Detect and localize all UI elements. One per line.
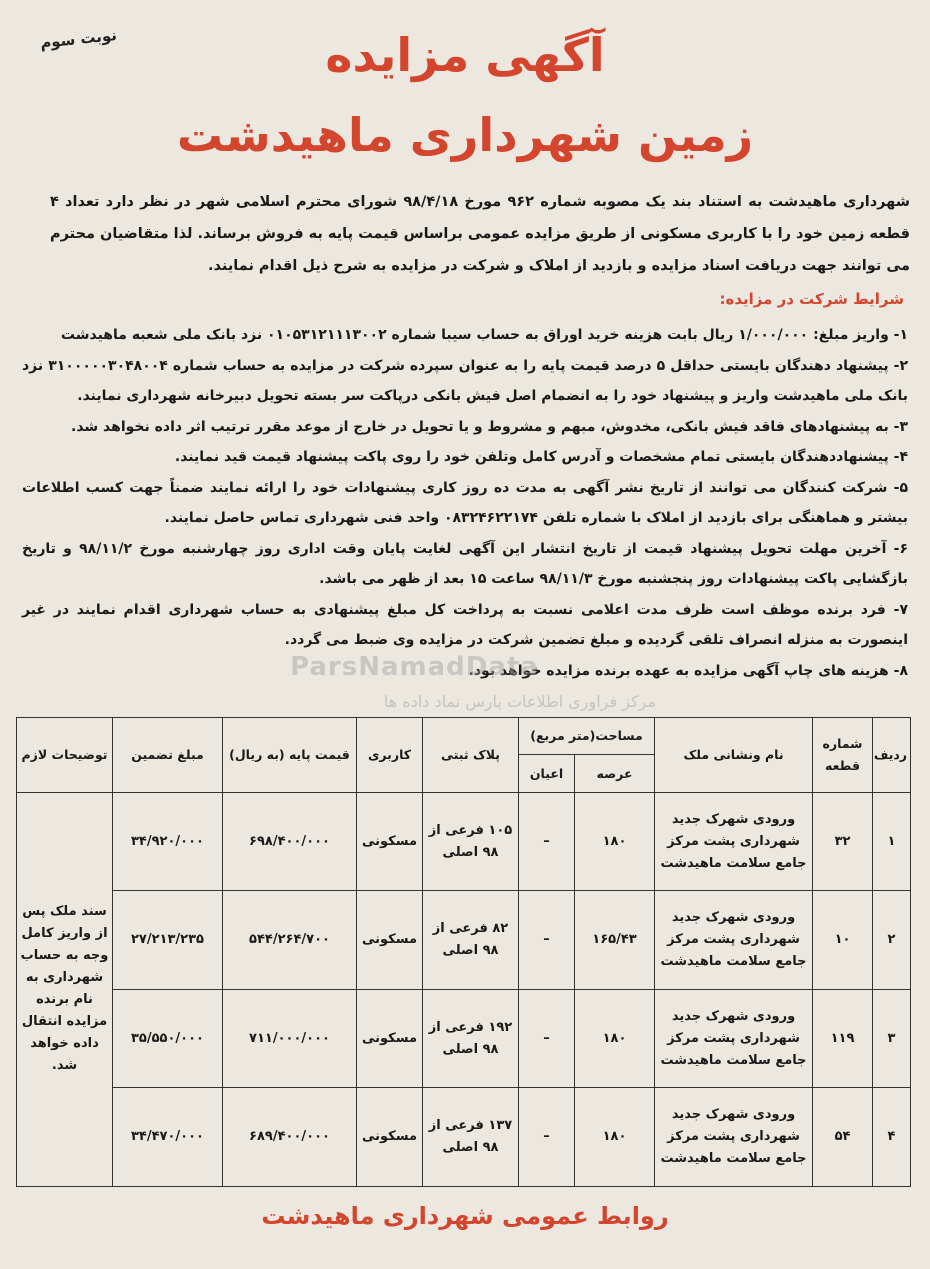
condition-item: ۸- هزینه های چاپ آگهی مزایده به عهده برنده مزایده خواهد بود. — [468, 662, 908, 679]
cell-address: ورودی شهرک جدید شهرداری پشت مرکز جامع سلامت ماهیدشت — [655, 891, 813, 990]
cell-notes: سند ملک پس از واریز کامل وجه به حساب شهرداری به نام برنده مزایده انتقال داده خواهد شد. — [17, 792, 113, 1186]
cell-usage: مسکونی — [357, 891, 423, 990]
condition-item: ۱- واریز مبلغ: ۱/۰۰۰/۰۰۰ ریال بابت هزینه خرید اوراق به حساب سیبا شماره ۰۱۰۵۳۱۲۱۱۱۳۰۰۲ نزد بانک ملی شعبه ماهیدشت — [60, 327, 908, 343]
cell-registry: ۱۳۷ فرعی از ۹۸ اصلی — [423, 1088, 519, 1187]
header-building: اعیان — [519, 755, 575, 792]
header-base-price: قیمت پایه (به ریال) — [223, 718, 357, 793]
cell-base-price: ۶۸۹/۴۰۰/۰۰۰ — [223, 1088, 357, 1187]
cell-address: ورودی شهرک جدید شهرداری پشت مرکز جامع سلامت ماهیدشت — [655, 1088, 813, 1187]
cell-row-no: ۱ — [873, 792, 911, 891]
cell-guarantee: ۳۴/۹۲۰/۰۰۰ — [113, 792, 223, 891]
conditions-heading: شرایط شرکت در مزایده: — [719, 290, 904, 308]
header-notes: توضیحات لازم — [17, 718, 113, 793]
header-row-no: ردیف — [873, 718, 911, 793]
cell-registry: ۱۹۲ فرعی از ۹۸ اصلی — [423, 989, 519, 1088]
cell-base-price: ۷۱۱/۰۰۰/۰۰۰ — [223, 989, 357, 1088]
condition-item: ۶- آخرین مهلت تحویل پیشنهاد قیمت از تاریخ انتشار این آگهی لغایت پایان وقت اداری روز چهارشنبه مورخ ۹۸/۱۱/۲ و تاریخ بازگشایی پاکت پیشنهادات روز پنجشنبه مورخ ۹۸/۱۱/۳ ساعت ۱۵ بعد از ظهر می باشد. — [22, 540, 909, 587]
notice-title: آگهی مزایده — [325, 28, 605, 82]
header-land: عرصه — [575, 755, 655, 792]
notice-subtitle: زمین شهرداری ماهیدشت — [176, 108, 754, 162]
cell-row-no: ۴ — [873, 1088, 911, 1187]
cell-building: – — [519, 792, 575, 891]
properties-table — [16, 717, 911, 1187]
header-plot-no: شماره قطعه — [813, 718, 873, 793]
cell-registry: ۸۲ فرعی از ۹۸ اصلی — [423, 891, 519, 990]
condition-item: ۲- پیشنهاد دهندگان بایستی حداقل ۵ درصد قیمت پایه را به عنوان سپرده شرکت در مزایده به حساب شماره ۳۱۰۰۰۰۰۳۰۴۸۰۰۴ نزد بانک ملی ماهیدشت واریز و پیشنهاد خود را به انضمام اصل فیش بانکی درپاکت سر بسته تحویل دبیرخانه شهرداری نمایند. — [22, 357, 908, 404]
cell-land: ۱۶۵/۴۳ — [575, 891, 655, 990]
cell-row-no: ۲ — [873, 891, 911, 990]
cell-address: ورودی شهرک جدید شهرداری پشت مرکز جامع سلامت ماهیدشت — [655, 989, 813, 1088]
header-guarantee: مبلغ تضمین — [113, 718, 223, 793]
round-label: نوبت سوم — [39, 26, 118, 52]
cell-land: ۱۸۰ — [575, 989, 655, 1088]
cell-building: – — [519, 1088, 575, 1187]
table-row — [17, 1088, 911, 1187]
cell-base-price: ۵۴۴/۲۶۴/۷۰۰ — [223, 891, 357, 990]
conditions-list — [22, 320, 908, 686]
cell-plot-no: ۱۰ — [813, 891, 873, 990]
cell-row-no: ۳ — [873, 989, 911, 1088]
cell-building: – — [519, 989, 575, 1088]
table-row — [17, 792, 911, 891]
cell-usage: مسکونی — [357, 989, 423, 1088]
condition-item: ۷- فرد برنده موظف است ظرف مدت اعلامی نسبت به پرداخت کل مبلغ پیشنهادی به حساب شهرداری اقدام نمایند در غیر اینصورت به منزله انصراف تلقی گردیده و مبلغ تضمین شرکت در مزایده وی ضبط می گردد. — [22, 601, 908, 648]
footer-signature: روابط عمومی شهرداری ماهیدشت — [261, 1202, 669, 1230]
header-registry: پلاک ثبتی — [423, 718, 519, 793]
cell-building: – — [519, 891, 575, 990]
cell-base-price: ۶۹۸/۴۰۰/۰۰۰ — [223, 792, 357, 891]
table-header-row — [17, 718, 911, 755]
cell-plot-no: ۳۲ — [813, 792, 873, 891]
table-row — [17, 989, 911, 1088]
cell-land: ۱۸۰ — [575, 792, 655, 891]
cell-guarantee: ۲۷/۲۱۳/۲۳۵ — [113, 891, 223, 990]
header-address: نام ونشانی ملک — [655, 718, 813, 793]
cell-usage: مسکونی — [357, 1088, 423, 1187]
watermark: ParsNamadData — [290, 652, 539, 682]
cell-guarantee: ۳۴/۴۷۰/۰۰۰ — [113, 1088, 223, 1187]
condition-item: ۳- به پیشنهادهای فاقد فیش بانکی، مخدوش، مبهم و مشروط و یا تحویل در خارج از موعد مقرر ترتیب اثر داده نخواهد شد. — [71, 418, 908, 435]
cell-plot-no: ۵۴ — [813, 1088, 873, 1187]
watermark-subtitle: مرکز فراوری اطلاعات پارس نماد داده ها — [383, 692, 657, 711]
table-row — [17, 891, 911, 990]
cell-address: ورودی شهرک جدید شهرداری پشت مرکز جامع سلامت ماهیدشت — [655, 792, 813, 891]
condition-item: ۴- پیشنهاددهندگان بایستی تمام مشخصات و آدرس کامل وتلفن خود را روی پاکت پیشنهاد قیمت قید نمایند. — [174, 449, 908, 465]
header-area-group: مساحت(متر مربع) — [519, 718, 655, 755]
cell-guarantee: ۳۵/۵۵۰/۰۰۰ — [113, 989, 223, 1088]
intro-paragraph: شهرداری ماهیدشت به استناد بند یک مصوبه شماره ۹۶۲ مورخ ۹۸/۴/۱۸ شورای محترم اسلامی شهر در نظر دارد تعداد ۴ قطعه زمین خود را با کاربری مسکونی از طریق مزایده عمومی براساس قیمت پایه به فروش برساند. لذا متقاضیان محترم می توانند جهت دریافت اسناد مزایده و بازدید از املاک و شرکت در مزایده به شرح ذیل اقدام نمایند. — [50, 194, 911, 274]
condition-item: ۵- شرکت کنندگان می توانند از تاریخ نشر آگهی به مدت ده روز کاری پیشنهادات خود را ارائه نمایند ضمناً جهت کسب اطلاعات بیشتر و هماهنگی برای بازدید از املاک با شماره تلفن ۰۸۳۲۴۶۲۲۱۷۴ واحد فنی شهرداری تماس حاصل نمایند. — [22, 479, 908, 526]
cell-land: ۱۸۰ — [575, 1088, 655, 1187]
cell-plot-no: ۱۱۹ — [813, 989, 873, 1088]
cell-registry: ۱۰۵ فرعی از ۹۸ اصلی — [423, 792, 519, 891]
cell-usage: مسکونی — [357, 792, 423, 891]
header-usage: کاربری — [357, 718, 423, 793]
